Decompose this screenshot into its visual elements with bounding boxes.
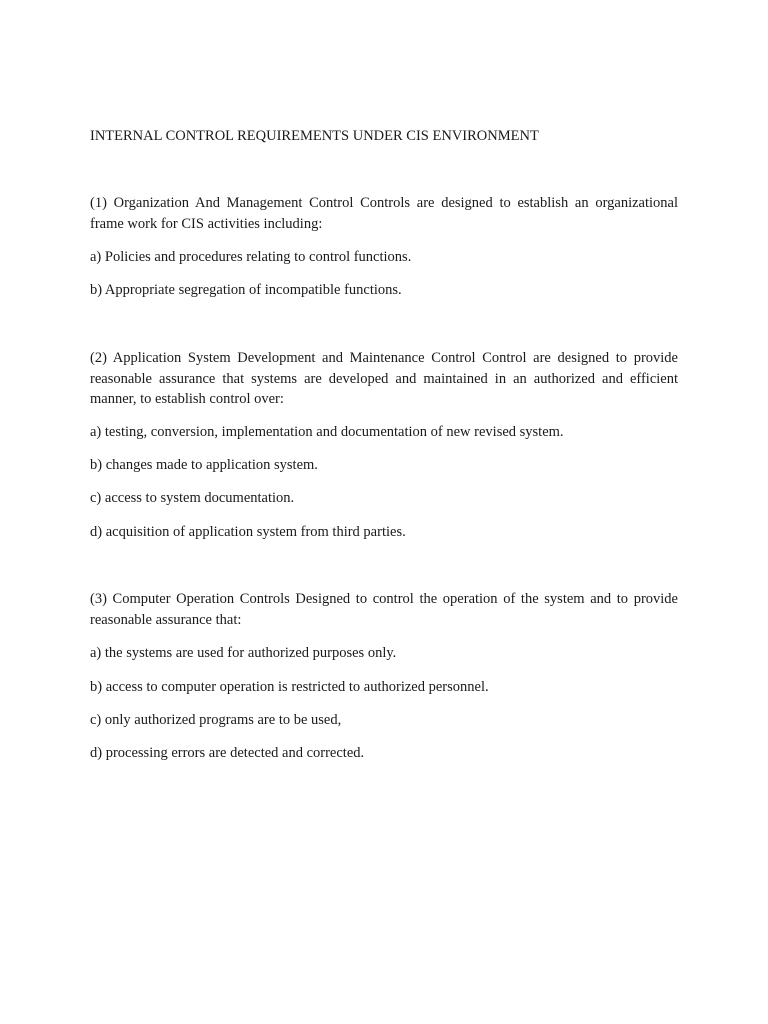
section-3-item-d: d) processing errors are detected and corrected. xyxy=(90,745,365,761)
section-3-item-b: b) access to computer operation is restricted to authorized personnel. xyxy=(90,679,489,695)
section-3-paragraph: (3) Computer Operation Controls Designed to control the operation of the system and to provide reasonable assurance that: xyxy=(90,591,678,628)
section-3-item-a: a) the systems are used for authorized purposes only. xyxy=(90,645,397,661)
section-2-item-a: a) testing, conversion, implementation and documentation of new revised system. xyxy=(90,424,564,440)
section-1-item-a: a) Policies and procedures relating to control functions. xyxy=(90,249,412,265)
section-2-paragraph: (2) Application System Development and Maintenance Control Control are designed to provide reasonable assurance that systems are developed and maintained in an authorized and efficient manner, to establish control over: xyxy=(90,350,678,407)
section-2-item-c: c) access to system documentation. xyxy=(90,490,295,506)
section-2-item-b: b) changes made to application system. xyxy=(90,457,318,473)
section-2-item-d: d) acquisition of application system from third parties. xyxy=(90,524,406,540)
section-1-paragraph: (1) Organization And Management Control Controls are designed to establish an organizational frame work for CIS activities including: xyxy=(90,195,678,232)
document-title: INTERNAL CONTROL REQUIREMENTS UNDER CIS ENVIRONMENT xyxy=(90,128,539,144)
section-1-item-b: b) Appropriate segregation of incompatible functions. xyxy=(90,282,402,298)
section-3-item-c: c) only authorized programs are to be used, xyxy=(90,712,342,728)
